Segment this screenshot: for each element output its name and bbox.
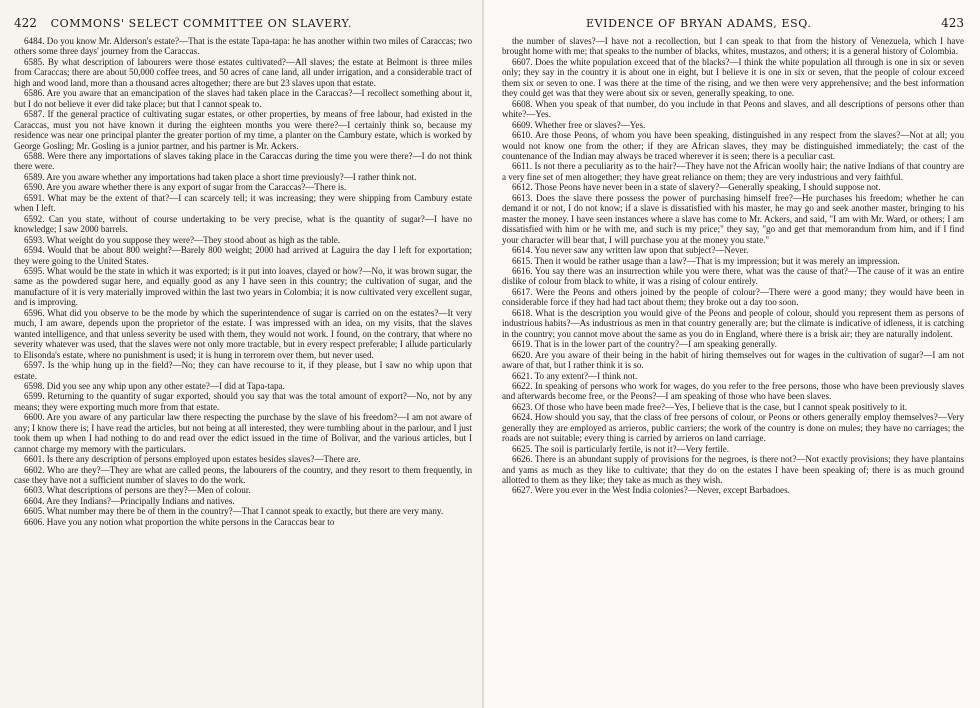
- evidence-paragraph: [14, 109, 472, 151]
- question-number: 6618.: [512, 307, 533, 318]
- paragraph-text: Do you know Mr. Alderson's estate?—That is the estate Tapa-tapa: he has another within two miles of Caraccas; two others some three days' journey from the Caraccas.: [14, 36, 472, 57]
- evidence-paragraph: [502, 412, 964, 443]
- evidence-paragraph: [14, 182, 472, 192]
- evidence-paragraph: [14, 88, 472, 109]
- evidence-paragraph: [502, 130, 964, 161]
- question-number: 6600.: [24, 412, 45, 423]
- evidence-paragraph: [502, 161, 964, 182]
- question-number: 6613.: [512, 192, 533, 203]
- question-number: 6589.: [24, 171, 45, 182]
- question-number: 6607.: [512, 56, 533, 67]
- question-number: 6608.: [512, 98, 533, 109]
- question-number: 6623.: [512, 401, 533, 412]
- question-number: 6588.: [24, 150, 45, 161]
- evidence-paragraph: [14, 245, 472, 266]
- paragraph-text: Are you aware of their being in the habit of hiring themselves out for wages in the cultivation of sugar?—I am not aware of that, but I rather think it is so.: [502, 349, 965, 371]
- paragraph-text: What is the description you would give of the Peons and people of colour, should you represent them as persons of industrious habits?—As industrious as men in that country generally are; but the climate is indicative of idleness, it is catching in the country; you cannot move about the same as you do in England, where there is a brisk air; they are naturally indolent.: [502, 307, 964, 339]
- question-number: 6587.: [24, 109, 45, 120]
- paragraph-text: the number of slaves?—I have not a recollection, but I can speak to that from the history of Venezuela, which I have brought home with me; that speaks to the number of blacks, whites, mustazos, and others; it is a general history of Colombia.: [502, 36, 964, 57]
- question-number: 6599.: [24, 391, 45, 402]
- evidence-paragraph: [14, 308, 472, 360]
- evidence-paragraph: [14, 496, 472, 506]
- question-number: 6594.: [24, 245, 45, 256]
- evidence-paragraph: [502, 381, 964, 402]
- evidence-paragraph: [14, 485, 472, 495]
- paragraph-text: Are you aware whether there is any export of sugar from the Caraccas?—There is.: [46, 182, 347, 193]
- question-number: 6624.: [512, 412, 533, 423]
- paragraph-text: By what description of labourers were those estates cultivated?—All slaves; the estate at Belmont is three miles from Caraccas; there are about 50,000 coffee trees, and 50 acres of cane land, all under irrigation, and a considerable tract of high and wood land, more than a thousand acres altogether; there are but 23 slaves upon that estate.: [14, 56, 472, 88]
- question-number: 6625.: [512, 443, 533, 454]
- question-number: 6484.: [24, 36, 45, 46]
- paragraph-text: That is in the lower part of the country?—I am speaking generally.: [534, 339, 777, 350]
- paragraph-text: What would be the state in which it was exported; is it put into loaves, clayed or how?—No, it was brown sugar, the same as the powdered sugar here, and equally good as any I have seen in this country; the cultivation of sugar, and the manufacture of it is very materially improved within the last two years in Colombia; it is now cultivated very excellent sugar, and is improving.: [14, 265, 473, 308]
- evidence-paragraph: [14, 266, 472, 308]
- evidence-paragraph: [502, 193, 964, 245]
- evidence-paragraph: [14, 360, 472, 381]
- paragraph-text: Are they Indians?—Principally Indians and natives.: [46, 495, 235, 506]
- paragraph-text: Are those Peons, of whom you have been speaking, distinguished in any respect from the slaves?—Not at all; you would not know one from the other; if they are African slaves, they may be distinguished immediately; the cast of the countenance of the Indian may always be traced wherever it is seen; there is a peculiar cast.: [502, 130, 965, 161]
- right-body-text: [502, 36, 964, 496]
- question-number: 6626.: [512, 454, 533, 465]
- question-number: 6591.: [24, 192, 45, 203]
- evidence-paragraph: [14, 381, 472, 391]
- question-number: 6595.: [24, 265, 45, 276]
- paragraph-text: What weight do you suppose they were?—They stood about as high as the table.: [46, 234, 341, 245]
- paragraph-text: When you speak of that number, do you include in that Peons and slaves, and all descriptions of persons other than white?—Yes.: [502, 98, 965, 120]
- question-number: 6590.: [24, 182, 45, 193]
- paragraph-text: Have you any notion what proportion the white persons in the Caraccas bear to: [46, 516, 335, 527]
- paragraph-text: You never saw any written law upon that subject?—Never.: [534, 245, 749, 256]
- paragraph-text: Did you see any whip upon any other estate?—I did at Tapa-tapa.: [46, 380, 285, 391]
- evidence-paragraph: [502, 444, 964, 454]
- paragraph-text: Would that be about 800 weight?—Barely 800 weight; 2000 had arrived at Laguira the day I left for exportation; they were going to the United States.: [14, 245, 472, 266]
- evidence-paragraph: [502, 402, 964, 412]
- running-title-left: COMMONS' SELECT COMMITTEE ON SLAVERY.: [50, 17, 352, 30]
- evidence-paragraph: [502, 256, 964, 266]
- paragraph-text: In speaking of persons who work for wages, do you refer to the free persons, those who have been previously slaves and afterwards become free, or the Peons?—I am speaking of those who have been slaves.: [502, 380, 964, 402]
- paragraph-text: There is an abundant supply of provisions for the negroes, is there not?—Not exactly provisions; they have plantains and yams as much as they like to cultivate; that they do on the estates I have been speaking of; there is as much ground allotted to them as they like; they take as much as they wish.: [502, 454, 964, 486]
- paragraph-text: How should you say, that the class of free persons of colour, or Peons or others generally employ themselves?—Very generally they are employed as arrieros, public carriers; the work of the country is done on mules; they have no carriages; the roads are not suitable; every thing is carried by arrieros on land carriage.: [502, 412, 964, 444]
- evidence-paragraph: [14, 151, 472, 172]
- paragraph-text: Those Peons have never been in a state of slavery?—Generally speaking, I should suppose not.: [534, 182, 881, 193]
- question-number: 6585.: [24, 56, 45, 67]
- evidence-paragraph: [502, 245, 964, 255]
- question-number: 6592.: [24, 213, 45, 224]
- page-number-left: 422: [14, 16, 37, 30]
- evidence-paragraph: [502, 339, 964, 349]
- paragraph-text: The soil is particularly fertile, is not it?—Very fertile.: [534, 443, 730, 454]
- evidence-paragraph: [14, 412, 472, 454]
- paragraph-text: Who are they?—They are what are called peons, the labourers of the country, and they resort to them frequently, in case they have not a sufficient number of slaves to do the work.: [14, 464, 472, 486]
- question-number: 6627.: [512, 485, 533, 496]
- left-page: [0, 0, 484, 708]
- question-number: 6598.: [24, 380, 45, 391]
- evidence-paragraph: [14, 193, 472, 214]
- evidence-paragraph: [14, 235, 472, 245]
- paragraph-text: Are you aware whether any importations had taken place a short time previously?—I rather think not.: [46, 171, 417, 182]
- question-number: 6602.: [24, 464, 45, 475]
- question-number: 6614.: [512, 245, 533, 256]
- right-running-head: [502, 16, 964, 30]
- paragraph-text: What descriptions of persons are they?—Men of colour.: [46, 485, 251, 496]
- evidence-paragraph: [502, 350, 964, 371]
- evidence-paragraph: [14, 465, 472, 486]
- question-number: 6615.: [512, 255, 533, 266]
- paragraph-text: Does the white population exceed that of the blacks?—I think the white population all through is one in six or seven only; they say in the country it is about one in eight, but I believe it is one in six or seven, that the people of colour exceed them six or seven to one. I was there at the time of the rising, and we then were very apprehensive; and the best information they could get was that they were about six or seven, generally speaking, to one.: [502, 56, 964, 99]
- question-number: 6604.: [24, 495, 45, 506]
- paragraph-text: To any extent?—I think not.: [534, 370, 638, 381]
- question-number: 6619.: [512, 339, 533, 350]
- evidence-paragraph: [14, 36, 472, 57]
- paragraph-text: Does the slave there possess the power of purchasing himself free?—He purchases his freedom; whether he can demand it or not, I do not know; if a slave is dissatisfied with his master, he may go and seek another master, bringing to his master the money. I have seen instances where a slave has come to Mr. Ackers, and said, "I am with Mr. Ward, or others; I am dissatisfied with him or he with me, and such is my price;" they say, "go and get that memorandum from him, and if I find your character will bear that, I will purchase you at the money you state.": [502, 192, 964, 245]
- paragraph-text: Returning to the quantity of sugar exported, should you say that was the total amount of export?—No, not by any means; they were exporting much more from that estate.: [14, 391, 472, 412]
- evidence-paragraph: [502, 182, 964, 192]
- evidence-paragraph: [14, 172, 472, 182]
- evidence-paragraph: [14, 517, 472, 527]
- paragraph-text: What may be the extent of that?—I can scarcely tell; it was increasing; they were shipping from Cambury estate when I left.: [14, 192, 472, 214]
- evidence-paragraph: [502, 454, 964, 485]
- question-number: 6621.: [512, 370, 533, 381]
- paragraph-text: Then it would be rather usage than a law?—That is my impression; but it was merely an impression.: [534, 255, 900, 266]
- paragraph-text: Are you aware of any particular law there respecting the purchase by the slave of his freedom?—I am not aware of any; I know there is; I have read the articles, but not being at all interested, they were tumbling about in the parlour, and I just took them up when I had nothing to do and read over the edict issued in the time of Bolivar, and the various articles, but I cannot charge my memory with the particulars.: [14, 412, 472, 454]
- evidence-paragraph: [502, 266, 964, 287]
- page-number-right: 423: [941, 16, 964, 30]
- paragraph-text: Is the whip hung up in the field?—No; they can have recourse to it, if they please, but I saw no whip upon that estate.: [14, 360, 473, 381]
- question-number: 6620.: [512, 349, 533, 360]
- question-number: 6610.: [512, 130, 533, 141]
- question-number: 6609.: [512, 119, 533, 130]
- running-title-right: EVIDENCE OF BRYAN ADAMS, ESQ.: [586, 17, 812, 30]
- evidence-paragraph: [502, 308, 964, 339]
- question-number: 6616.: [512, 265, 533, 276]
- right-page: [484, 0, 980, 708]
- evidence-paragraph: [502, 120, 964, 130]
- paragraph-text: You say there was an insurrection while you were there, what was the cause of that?—The cause of it was an entire dislike of colour from black to white, it was a rising of colour entirely.: [502, 265, 965, 287]
- question-number: 6586.: [24, 88, 45, 99]
- evidence-paragraph: [502, 36, 964, 57]
- evidence-paragraph: [14, 506, 472, 516]
- question-number: 6593.: [24, 234, 45, 245]
- left-body-text: [14, 36, 472, 527]
- question-number: 6611.: [512, 161, 533, 172]
- evidence-paragraph: [502, 485, 964, 495]
- paragraph-text: What number may there be of them in the country?—That I cannot speak to exactly, but there are very many.: [46, 506, 444, 517]
- paragraph-text: Can you state, without of course undertaking to be very precise, what is the quantity of sugar?—I have no knowledge; I saw 2000 barrels.: [14, 213, 472, 235]
- question-number: 6617.: [512, 286, 533, 297]
- question-number: 6603.: [24, 485, 45, 496]
- question-number: 6622.: [512, 380, 533, 391]
- question-number: 6601.: [24, 454, 45, 465]
- evidence-paragraph: [502, 99, 964, 120]
- left-running-head: [14, 16, 472, 30]
- evidence-paragraph: [502, 371, 964, 381]
- paragraph-text: Were there any importations of slaves taking place in the Caraccas during the time you were there?—I do not think there were.: [14, 150, 473, 172]
- evidence-paragraph: [502, 57, 964, 99]
- evidence-paragraph: [14, 214, 472, 235]
- paragraph-text: Of those who have been made free?—Yes, I believe that is the case, but I cannot speak positively to it.: [534, 401, 908, 412]
- paragraph-text: If the general practice of cultivating sugar estates, or other properties, by means of free labour, had existed in the Caraccas, must you not have known it during the eighteen months you were there?—I certainly think so, because my residence was near one principal planter the greater portion of my time, a planter on the Cambury estate, which is worked by George Gosling; Mr. Gosling is a junior partner, and his partner is Mr. Ackers.: [14, 109, 472, 151]
- paragraph-text: Is there any description of persons employed upon estates besides slaves?—There are.: [46, 454, 361, 465]
- evidence-paragraph: [14, 454, 472, 464]
- question-number: 6612.: [512, 182, 533, 193]
- question-number: 6597.: [24, 360, 45, 371]
- paragraph-text: Is not there a peculiarity as to the hair?—They have not the African woolly hair; the native Indians of that country are a very fine set of men altogether; they have great reliance on them; they are very industrious and very faithful.: [502, 161, 965, 182]
- question-number: 6605.: [24, 506, 45, 517]
- paragraph-text: Were you ever in the West India colonies?—Never, except Barbadoes.: [534, 485, 790, 496]
- evidence-paragraph: [14, 57, 472, 88]
- paragraph-text: What did you observe to be the mode by which the superintendence of sugar is carried on on the estates?—It very much, I am aware, depends upon the proprietor of the estate. I was impressed with an idea, on my visits, that the slaves wanted intelligence, and that unless severity be used with them, they would not work. I found, on the contrary, that where no severity whatever was used, that the slaves were not only more tractable, but in every respect preferable; I allude particularly to Elisonda's estate, where no punishment is used; it is hung in terrorem over them, but never used.: [14, 307, 473, 360]
- paragraph-text: Whether free or slaves?—Yes.: [534, 119, 646, 130]
- evidence-paragraph: [14, 391, 472, 412]
- paragraph-text: Were the Peons and others joined by the people of colour?—There were a good many; they would have been in considerable force if they had had tact about them; they broke out a day too soon.: [502, 286, 964, 308]
- question-number: 6606.: [24, 516, 45, 527]
- evidence-paragraph: [502, 287, 964, 308]
- question-number: 6596.: [24, 307, 45, 318]
- paragraph-text: Are you aware that an emancipation of the slaves had taken place in the Caraccas?—I recollect something about it, but I do not believe it ever did take place; but that I cannot speak to.: [14, 88, 472, 109]
